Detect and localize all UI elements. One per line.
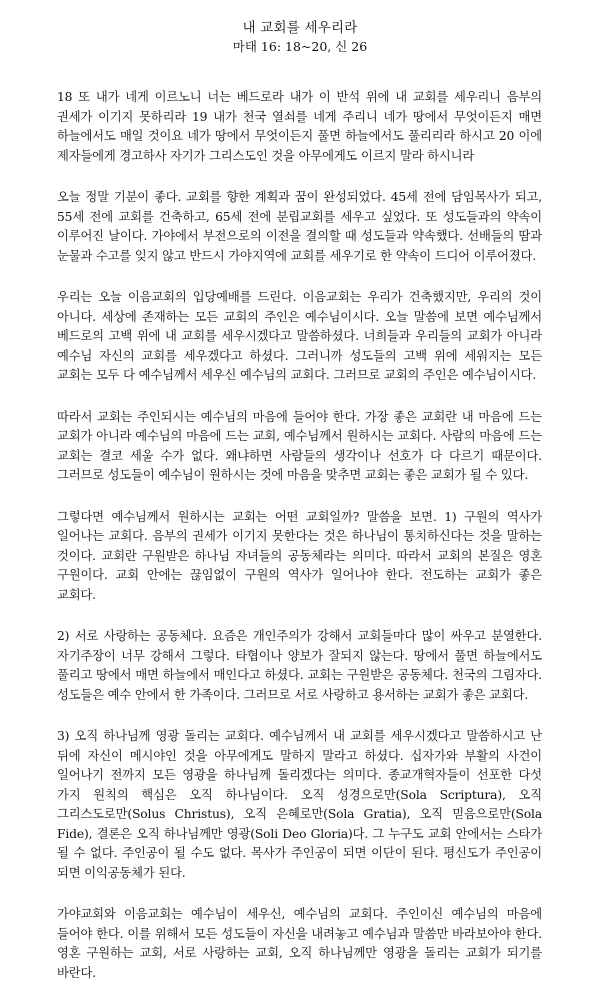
closing-paragraph: 가야교회와 이음교회는 예수님이 세우신, 예수님의 교회다. 주인이신 예수님의 마음에 들어야 한다. 이를 위해서 모든 성도들이 자신을 내려놓고 예수님과 말씀만 바라보아야 한다. 영혼 구원하는 교회, 서로 사랑하는 교회, 오직 하나님께만 영광을 돌리는 교회가 되기를 바란다. [57,907,542,980]
body-paragraph: 3) 오직 하나님께 영광 돌리는 교회다. 예수님께서 내 교회를 세우시겠다고 말씀하시고 난 뒤에 자신이 메시야인 것을 아무에게도 말하지 말라고 하셨다. 십자가와 부활의 사건이 일어나기 전까지 모든 영광을 하나님께 돌리겠다는 의미다. 종교개혁자들이 선포한 다섯 가지 원칙의 핵심은 오직 하나님이다. 오직 성경으로만(Sola Scriptura), 오직 그리스도로만(Solus Christus), 오직 은혜로만(Sola Gratia), 오직 믿음으로만(Sola Fide), 결론은 오직 하나님께만 영광(Soli Deo Gloria)다. 그 누구도 교회 안에서는 스타가 될 수 없다. 주인공이 될 수도 없다. 목사가 주인공이 되면 이단이 된다. 평신도가 주인공이 되면 이익공동체가 된다. [57,729,542,880]
body-paragraph: 우리는 오늘 이음교회의 입당예배를 드린다. 이음교회는 우리가 건축했지만, 우리의 것이 아니다. 세상에 존재하는 모든 교회의 주인은 예수님이시다. 오늘 말씀에 보면 예수님께서 베드로의 고백 위에 내 교회를 세우시겠다고 말씀하셨다. 너희들과 우리들의 교회가 아니라 예수님 자신의 교회를 세우겠다고 하셨다. 그러니까 성도들의 고백 위에 세워지는 모든 교회는 모두 다 예수님께서 세우신 예수님의 교회다. 그러므로 교회의 주인은 예수님이시다. [57,290,542,382]
sermon-title: 내 교회를 세우리라 [242,20,358,36]
body-paragraph: 그렇다면 예수님께서 원하시는 교회는 어떤 교회일까? 말씀을 보면. 1) 구원의 역사가 일어나는 교회다. 음부의 권세가 이기지 못한다는 것은 하나님이 통치하신다는 것을 말하는 것이다. 교회란 구원받은 하나님 자녀들의 공동체라는 의미다. 따라서 교회의 본질은 영혼 구원이다. 교회 안에는 끊임없이 구원의 역사가 일어나야 한다. 전도하는 교회가 좋은 교회다. [57,509,542,602]
scripture-reference: 마태 16: 18~20, 신 26 [232,39,368,54]
sermon-body [57,88,542,1005]
body-paragraph: 2) 서로 사랑하는 공동체다. 요즘은 개인주의가 강해서 교회들마다 많이 싸우고 분열한다. 자기주장이 너무 강해서 그렇다. 타협이나 양보가 잘되지 않는다. 땅에서 풀면 하늘에서도 풀리고 땅에서 매면 하늘에서 매인다고 하셨다. 교회는 구원받은 공동체다. 천국의 그림자다. 성도들은 예수 안에서 한 가족이다. 그러므로 서로 사랑하고 용서하는 교회가 좋은 교회다. [57,629,542,702]
body-paragraph: 따라서 교회는 주인되시는 예수님의 마음에 들어야 한다. 가장 좋은 교회란 내 마음에 드는 교회가 아니라 예수님의 마음에 드는 교회, 예수님께서 원하시는 교회다. 사람의 마음에 드는 교회는 결코 세울 수가 없다. 왜냐하면 사람들의 생각이나 선호가 다 다르기 때문이다. 그러므로 성도들이 예수님이 원하시는 것에 마음을 맞추면 교회는 좋은 교회가 될 수 있다. [57,409,542,482]
body-paragraph: 오늘 정말 기분이 좋다. 교회를 향한 계획과 꿈이 완성되었다. 45세 전에 담임목사가 되고, 55세 전에 교회를 건축하고, 65세 전에 분립교회를 세우고 싶었다. 또 성도들과의 약속이 이루어진 날이다. 가야에서 부전으로의 이전을 결의할 때 성도들과 약속했다. 선배들의 땀과 눈물과 수고를 잊지 않고 반드시 가야지역에 교회를 세우기로 한 약속이 드디어 이루어졌다. [57,190,542,263]
scripture-passage: 18 또 내가 네게 이르노니 너는 베드로라 내가 이 반석 위에 내 교회를 세우리니 음부의 권세가 이기지 못하리라 19 내가 천국 열쇠를 네게 주리니 네가 땅에서 무엇이든지 매면 하늘에서도 매일 것이요 네가 땅에서 무엇이든지 풀면 하늘에서도 풀리리라 하시고 20 이에 제자들에게 경고하사 자기가 그리스도인 것을 아무에게도 이르지 말라 하시니라 [57,90,542,163]
